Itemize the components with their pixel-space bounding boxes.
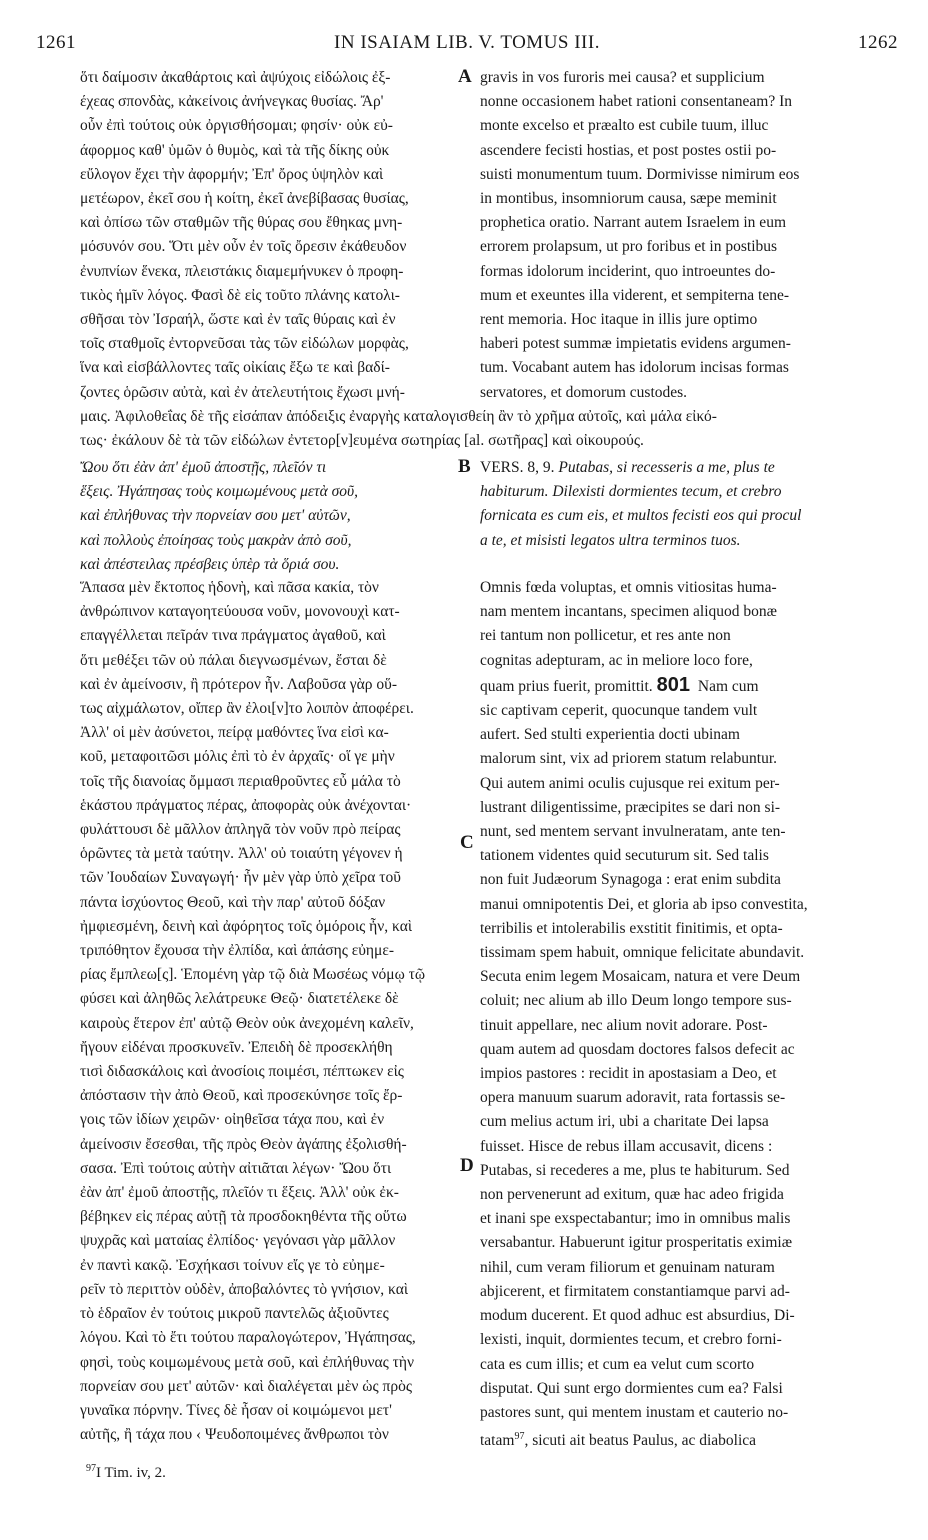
text-line: τριπόθητον ἔχουσα τὴν ἐλπίδα, καὶ ἁπάσης εὐημε-	[80, 942, 394, 960]
text-line: ἐν παντὶ κακῷ. Ἐσχήκασι τοίνυν εἴς γε τὸ εὐημε-	[80, 1256, 385, 1274]
text-line: ἐνυπνίων ἕνεκα, πλειστάκις διαμεμήνυκεν ὁ προφη-	[80, 262, 404, 280]
text-run: tationem videntes quid secuturum sit. Sed talis	[480, 847, 769, 865]
text-line: σασα. Ἐπὶ τούτοις αὐτὴν αἰτιᾶται λέγων· Ὤου ὅτι	[80, 1159, 392, 1177]
text-line	[480, 1062, 900, 1086]
text-line	[480, 1135, 900, 1159]
text-run: fuisset. Hisce de rebus illam accusavit, dicens :	[480, 1137, 773, 1155]
text-line: τισὶ διδασκάλοις καὶ ἀνοσίοις ποιμέσι, πέπτωκεν εἰς	[80, 1063, 404, 1081]
text-line	[480, 1353, 900, 1377]
text-line: servatores, et domorum custodes.	[480, 383, 688, 401]
text-line: haberi potest summæ impietatis evidens argumen-	[480, 335, 791, 353]
text-line: έχεας σπονδὰς, κἀκείνοις ἀνήνεγκας θυσίας. Ἄρ'	[80, 93, 384, 111]
text-line: ἐὰν ἀπ' ἐμοῦ ἀποστῇς, πλεῖόν τι ἕξεις. Ἀλλ' οὐκ ἐκ-	[80, 1184, 399, 1202]
greek-full-width-lines	[80, 405, 900, 453]
text-line: ἑκάστου πράγματος πέρας, ἀποφορὰς οὐκ ἀνέχονται·	[80, 796, 412, 814]
column-number-801: 801	[656, 673, 691, 696]
text-line	[480, 1425, 900, 1453]
text-run: versabantur. Habuerunt igitur prosperitatis eximiæ	[480, 1234, 793, 1252]
text-line: λόγου. Καὶ τὸ ἔτι τούτου παραλογώτερον, Ἠγάπησας,	[80, 1329, 416, 1347]
text-line: ascendere fecisti hostias, et post postes ostii po-	[480, 141, 777, 159]
text-line: ὁρῶντες τὰ μετὰ ταύτην. Ἀλλ' οὐ τοιαύτη γέγονεν ἡ	[80, 845, 403, 863]
text-line: σθῆσαι τὸν Ἰσραήλ, ὥστε καὶ ἐν ταῖς θύραις καὶ ἐν	[80, 311, 396, 329]
text-run: impios pastores : recidit in apostasiam a Deo, et	[480, 1065, 777, 1083]
text-run: cum melius actum iri, ubi a charitate Dei lapsa	[480, 1113, 769, 1131]
text-line	[480, 868, 900, 892]
text-line: tum. Vocabant autem has idolorum incisas formas	[480, 359, 789, 377]
text-line	[480, 1086, 900, 1110]
text-line: Ἅπασα μὲν ἔκτοπος ἡδονὴ, καὶ πᾶσα κακία, τὸν	[80, 579, 379, 596]
text-line	[480, 1401, 900, 1425]
footnote-ref: 97	[514, 1431, 525, 1443]
text-line	[480, 747, 900, 771]
page-number-right: 1262	[858, 32, 898, 53]
text-run: tissimam spem habuit, omnique felicitate abundavit.	[480, 944, 805, 962]
verse-line: habiturum. Dilexisti dormientes tecum, et crebro	[480, 483, 782, 501]
text-run: Qui autem animi oculis cujusque rei exitum per-	[480, 774, 780, 792]
text-line: τοῖς σταθμοῖς ἐντορνεῦσαι τὰς τῶν εἰδώλων μορφὰς,	[80, 335, 409, 353]
text-line: ἀνθρώπινον καταγοητεύουσα νοῦν, μονονουχὶ κατ-	[80, 603, 400, 621]
text-run: opera manuum suarum adoravit, rata fortassis se-	[480, 1089, 786, 1107]
text-line: gravis in vos furoris mei causa? et supplicium	[480, 69, 765, 86]
text-line	[480, 1377, 900, 1401]
text-line: κοῦ, μεταφοιτῶσι μόλις ἐπὶ τὸ ἐν ἀρχαῖς· οἵ γε μὴν	[80, 748, 395, 766]
latin-column-block2	[480, 576, 900, 1453]
text-run: malorum sint, vix ad priorem statum relabuntur.	[480, 750, 778, 768]
margin-marker-a: A	[458, 66, 472, 87]
text-run: modum ducerent. Et quod adhuc est absurdius, Di-	[480, 1307, 795, 1325]
text-line	[480, 1256, 900, 1280]
text-line: φησὶ, τοὺς κοιμωμένους μετὰ σοῦ, καὶ ἐπλήθυνας τὴν	[80, 1353, 414, 1371]
text-run: tinuit appellare, nec alium novit adorare. Post-	[480, 1016, 768, 1034]
text-line	[480, 1304, 900, 1328]
margin-marker-c: C	[460, 832, 474, 853]
text-run: terribilis et intolerabilis exstitit finitimis, et opta-	[480, 919, 783, 937]
text-line: ἵνα καὶ εἰσβάλλοντες ταῖς οἰκίαις ἔξω τε καὶ βαδί-	[80, 359, 390, 377]
text-run: et inani spe exspectabantur; imo in omnibus malis	[480, 1210, 791, 1228]
text-run: nam mentem incantans, specimen aliquod bonæ	[480, 603, 778, 621]
text-line: errorem prolapsum, ut pro foribus et in postibus	[480, 238, 778, 256]
text-line	[480, 820, 900, 844]
text-line: καὶ ἀπέστειλας πρέσβεις ὑπὲρ τὰ ὅριά σου.	[80, 555, 340, 573]
margin-marker-b: B	[458, 456, 471, 477]
greek-column-block2	[80, 576, 458, 1447]
text-line: Ὤου ὅτι ἐὰν ἀπ' ἐμοῦ ἀποστῇς, πλεῖόν τι	[80, 459, 327, 476]
text-run: cognitas adepturam, ac in meliore loco fore,	[480, 651, 753, 669]
text-line: βέβηκεν εἰς πέρας αὐτῇ τὰ προσδοκηθέντα τῆς οὕτω	[80, 1208, 407, 1226]
text-run: manui omnipotentis Dei, et gloria ab ipso convestita,	[480, 895, 808, 913]
text-run: Nam cum	[694, 677, 759, 695]
text-line	[480, 1159, 900, 1183]
text-run: tatam	[480, 1432, 515, 1450]
text-line	[480, 673, 900, 699]
text-line	[480, 1280, 900, 1304]
text-line: καιροὺς ἕτερον ἐπ' αὐτῷ Θεὸν οὐκ ἀνεχομένη καλεῖν,	[80, 1014, 414, 1032]
text-line: ὅτι δαίμοσιν ἀκαθάρτοις καὶ ἀψύχοις εἰδώλοις ἐξ-	[80, 69, 391, 86]
text-run: aufert. Sed stulti experientia docti ubinam	[480, 726, 740, 744]
text-line: καὶ ἐν ἀμείνοσιν, ἢ πρότερον ἦν. Λαβοῦσα γὰρ οὕ-	[80, 675, 397, 693]
text-line: ρεῖν τὸ περιττὸν οὐδὲν, ἀποβαλόντες τὸ γνήσιον, καὶ	[80, 1280, 409, 1298]
text-line: ἀμείνοσιν ἔσεσθαι, τῆς πρὸς Θεὸν ἀγάπης ἐξολισθή-	[80, 1135, 407, 1153]
text-line: αὐτῆς, ἢ τάχα που ‹ Ψευδοποιμένες ἄνθρωποι τὸν	[80, 1426, 389, 1444]
text-line	[480, 624, 900, 648]
text-run: coluit; nec alium ab illo Deum longo tempore sus-	[480, 992, 792, 1010]
text-line: τως· ἐκάλουν δὲ τὰ τῶν εἰδώλων ἐντετορ[ν]ευμένα σωτηρίας [al. σωτῆρας] καὶ οἰκουρούς.	[80, 432, 644, 450]
text-run: Putabas, si recederes a me, plus te habiturum. Sed	[480, 1161, 790, 1179]
text-run: Omnis fœda voluptas, et omnis vitiositas huma-	[480, 579, 777, 596]
text-line: ρίας ἔμπλεω[ς]. Ἑπομένη γὰρ τῷ διὰ Μωσέως νόμῳ τῷ	[80, 966, 426, 984]
text-line: οὖν ἐπὶ τούτοις οὐκ ὀργισθήσομαι; φησίν· οὐκ εὐ-	[80, 117, 393, 135]
text-run: pastores sunt, qui mentem inustam et cauterio no-	[480, 1403, 789, 1421]
text-run: quam prius fuerit, promittit.	[480, 677, 653, 695]
text-run: nunt, sed mentem servant invulneratam, ante ten-	[480, 823, 786, 841]
text-run: Secuta enim legem Mosaicam, natura et vere Deum	[480, 968, 801, 986]
text-line	[480, 1038, 900, 1062]
text-line	[480, 600, 900, 624]
text-line	[480, 576, 900, 600]
text-line: μαις. Ἀφιλοθεΐας δὲ τῆς εἰσάπαν ἀπόδειξις ἐναργὴς καταλογισθείη ἂν τὸ χρῆμα αὐτοῖς, καὶ μάλα εἰκό-	[80, 408, 717, 425]
text-line	[480, 1207, 900, 1231]
running-header	[36, 32, 898, 62]
text-line: nonne occasionem habet rationi consentaneam? In	[480, 93, 793, 111]
text-line	[480, 965, 900, 989]
text-run: lexisti, inquit, dormientes tecum, et crebro forni-	[480, 1331, 782, 1349]
text-run: sic captivam ceperit, quocunque tandem vult	[480, 702, 758, 720]
text-line: πάντα ἰσχύοντος Θεοῦ, καὶ τὴν παρ' αὐτοῦ δόξαν	[80, 893, 386, 911]
text-line: εὔλογον ἔχει τὴν ἀφορμήν; Ἐπ' ὄρος ὑψηλὸν καὶ	[80, 165, 384, 183]
margin-marker-d: D	[460, 1155, 474, 1176]
text-line: ἕξεις. Ἠγάπησας τοὺς κοιμωμένους μετὰ σοῦ,	[80, 483, 358, 501]
text-run: , sicuti ait beatus Paulus, ac diabolica	[524, 1432, 757, 1450]
text-line: τικὸς ἡμῖν λόγος. Φασὶ δὲ εἰς τοῦτο πλάνης κατολι-	[80, 286, 400, 304]
text-line: τὸ ἑδραῖον ἐν τούτοις μικροῦ παντελῶς ἀξιοῦντες	[80, 1305, 389, 1323]
footnote-number: 97	[86, 1463, 96, 1474]
text-line: ζοντες ὁρῶσιν αὐτὰ, καὶ ἐν ἀτελευτήτοις ἔχωσι μνή-	[80, 383, 405, 401]
footnote	[86, 1463, 166, 1482]
text-line	[480, 772, 900, 796]
text-line	[480, 941, 900, 965]
text-line	[480, 844, 900, 868]
text-line: ἤγουν εἰδέναι προσκυνεῖν. Ἐπειδὴ δὲ προσεκλήθη	[80, 1038, 393, 1056]
running-title: IN ISAIAM LIB. V. TOMUS III.	[334, 32, 600, 53]
text-line: monte excelso et præalto est cubile tuum, illuc	[480, 117, 769, 135]
latin-column-block1	[480, 66, 900, 405]
verse-line: Putabas, si recesseris a me, plus te	[554, 459, 775, 476]
text-run: lustrant diligentissime, præcipites se dari non si-	[480, 798, 781, 816]
footnote-text: I Tim. iv, 2.	[96, 1465, 166, 1481]
text-line: καὶ πολλοὺς ἐποίησας τοὺς μακρὰν ἀπὸ σοῦ,	[80, 531, 352, 549]
text-run: non pervenerunt ad exitum, quæ hac adeo frigida	[480, 1186, 784, 1204]
text-line: μετέωρον, ἐκεῖ σου ἡ κοίτη, ἐκεῖ ἀνεβίβασας θυσίας,	[80, 190, 409, 208]
text-line: καὶ ὀπίσω τῶν σταθμῶν τῆς θύρας σου ἔθηκας μνη-	[80, 214, 403, 232]
verse-line: fornicata es cum eis, et multos fecisti eos qui procul	[480, 507, 802, 525]
text-line	[480, 649, 900, 673]
text-line	[480, 723, 900, 747]
text-line: τῶν Ἰουδαίων Συναγωγή· ἦν μὲν γὰρ ὑπὸ χεῖρα τοῦ	[80, 869, 401, 887]
text-line	[480, 699, 900, 723]
verse-line: a te, et misisti legatos ultra terminos tuos.	[480, 531, 741, 549]
text-line: τοῖς τῆς διανοίας ὄμμασι περιαθροῦντες εὖ μάλα τὸ	[80, 772, 401, 790]
text-line: φυλάττουσι δὲ μᾶλλον ἀπληγᾶ τὸν νοῦν πρὸ πείρας	[80, 821, 401, 839]
text-run: cata es cum illis; et cum ea velut cum scorto	[480, 1355, 755, 1373]
verse-label: VERS. 8, 9.	[480, 459, 555, 476]
text-line	[480, 1110, 900, 1134]
text-run: quam autem ad quosdam doctores falsos defecit ac	[480, 1040, 795, 1058]
text-line: φύσει καὶ ἀληθῶς λελάτρευκε Θεῷ· διατετέλεκε δὲ	[80, 990, 399, 1008]
text-line: ἀπόστασιν τὴν ἀπὸ Θεοῦ, καὶ προσεκύνησε τοῖς ἔρ-	[80, 1087, 403, 1105]
text-run: nihil, cum veram filiorum et genuinam naturam	[480, 1258, 775, 1276]
text-run: non fuit Judæorum Synagoga : erat enim subdita	[480, 871, 781, 889]
text-line	[480, 1183, 900, 1207]
text-line: καὶ ἐπλήθυνας τὴν πορνείαν σου μετ' αὐτῶν,	[80, 507, 351, 525]
text-line: Ἀλλ' οἱ μὲν ἀσύνετοι, πείρᾳ μαθόντες ἵνα εἰσὶ κα-	[80, 724, 389, 742]
latin-verse-lemma	[480, 456, 900, 553]
text-run: abjicerent, et firmitatem constantiamque parvi ad-	[480, 1282, 790, 1300]
text-line	[480, 989, 900, 1013]
text-line: ὅτι μεθέξει τῶν οὐ πάλαι διεγνωσμένων, ἔσται δὲ	[80, 651, 387, 669]
text-line: in montibus, insomniorum causa, sæpe meminit	[480, 190, 777, 208]
text-line: mum et exeuntes illa viderent, et sempiterna tene-	[480, 286, 790, 304]
text-line: suisti monumentum tuum. Dormivisse nimirum eos	[480, 165, 800, 183]
text-line: πορνείαν σου μετ' αὐτῶν· καὶ διαλέγεται μὲν ὡς πρὸς	[80, 1377, 412, 1395]
text-line	[480, 1328, 900, 1352]
text-line: μόσυνόν σου. Ὅτι μὲν οὖν ἐν τοῖς ὄρεσιν ἐκάθευδον	[80, 238, 407, 256]
text-line: άφορμος καθ' ὑμῶν ὁ θυμὸς, καὶ τὰ τῆς δίκης οὐκ	[80, 141, 390, 159]
greek-verse-lemma	[80, 456, 458, 577]
text-line	[480, 1014, 900, 1038]
text-line: γοις τῶν ἰδίων χειρῶν· οἰηθεῖσα τάχα που, καὶ ἐν	[80, 1111, 385, 1129]
text-line: rent memoria. Hoc itaque in illis jure optimo	[480, 311, 758, 329]
text-line: επαγγέλλεται πεῖράν τινα πράγματος ἀγαθοῦ, καὶ	[80, 627, 386, 645]
text-line	[480, 893, 900, 917]
text-run: rei tantum non pollicetur, et res ante non	[480, 627, 731, 645]
text-run: disputat. Qui sunt ergo dormientes cum ea? Falsi	[480, 1379, 783, 1397]
text-line: ψυχρᾶς καὶ ματαίας ἐλπίδος· γεγόνασι γὰρ μᾶλλον	[80, 1232, 396, 1250]
text-line	[480, 796, 900, 820]
text-line	[480, 1231, 900, 1255]
text-line: τως αἰχμάλωτον, οἴπερ ἂν ἐλοι[ν]το λοιπὸν ἀποφέρει.	[80, 700, 414, 718]
text-line: ἠμφιεσμένη, δεινὴ καὶ ἀφόρητος τοῖς ὁμόροις ἦν, καὶ	[80, 917, 413, 935]
text-line: prophetica oratio. Narrant autem Israelem in eum	[480, 214, 786, 232]
text-line: γυναῖκα πόρνην. Τίνες δὲ ἦσαν οἱ κοιμώμενοι μετ'	[80, 1401, 392, 1419]
text-line	[480, 917, 900, 941]
greek-column-block1	[80, 66, 458, 405]
text-line: formas idolorum inciderint, quo introeuntes do-	[480, 262, 776, 280]
page-number-left: 1261	[36, 32, 76, 53]
